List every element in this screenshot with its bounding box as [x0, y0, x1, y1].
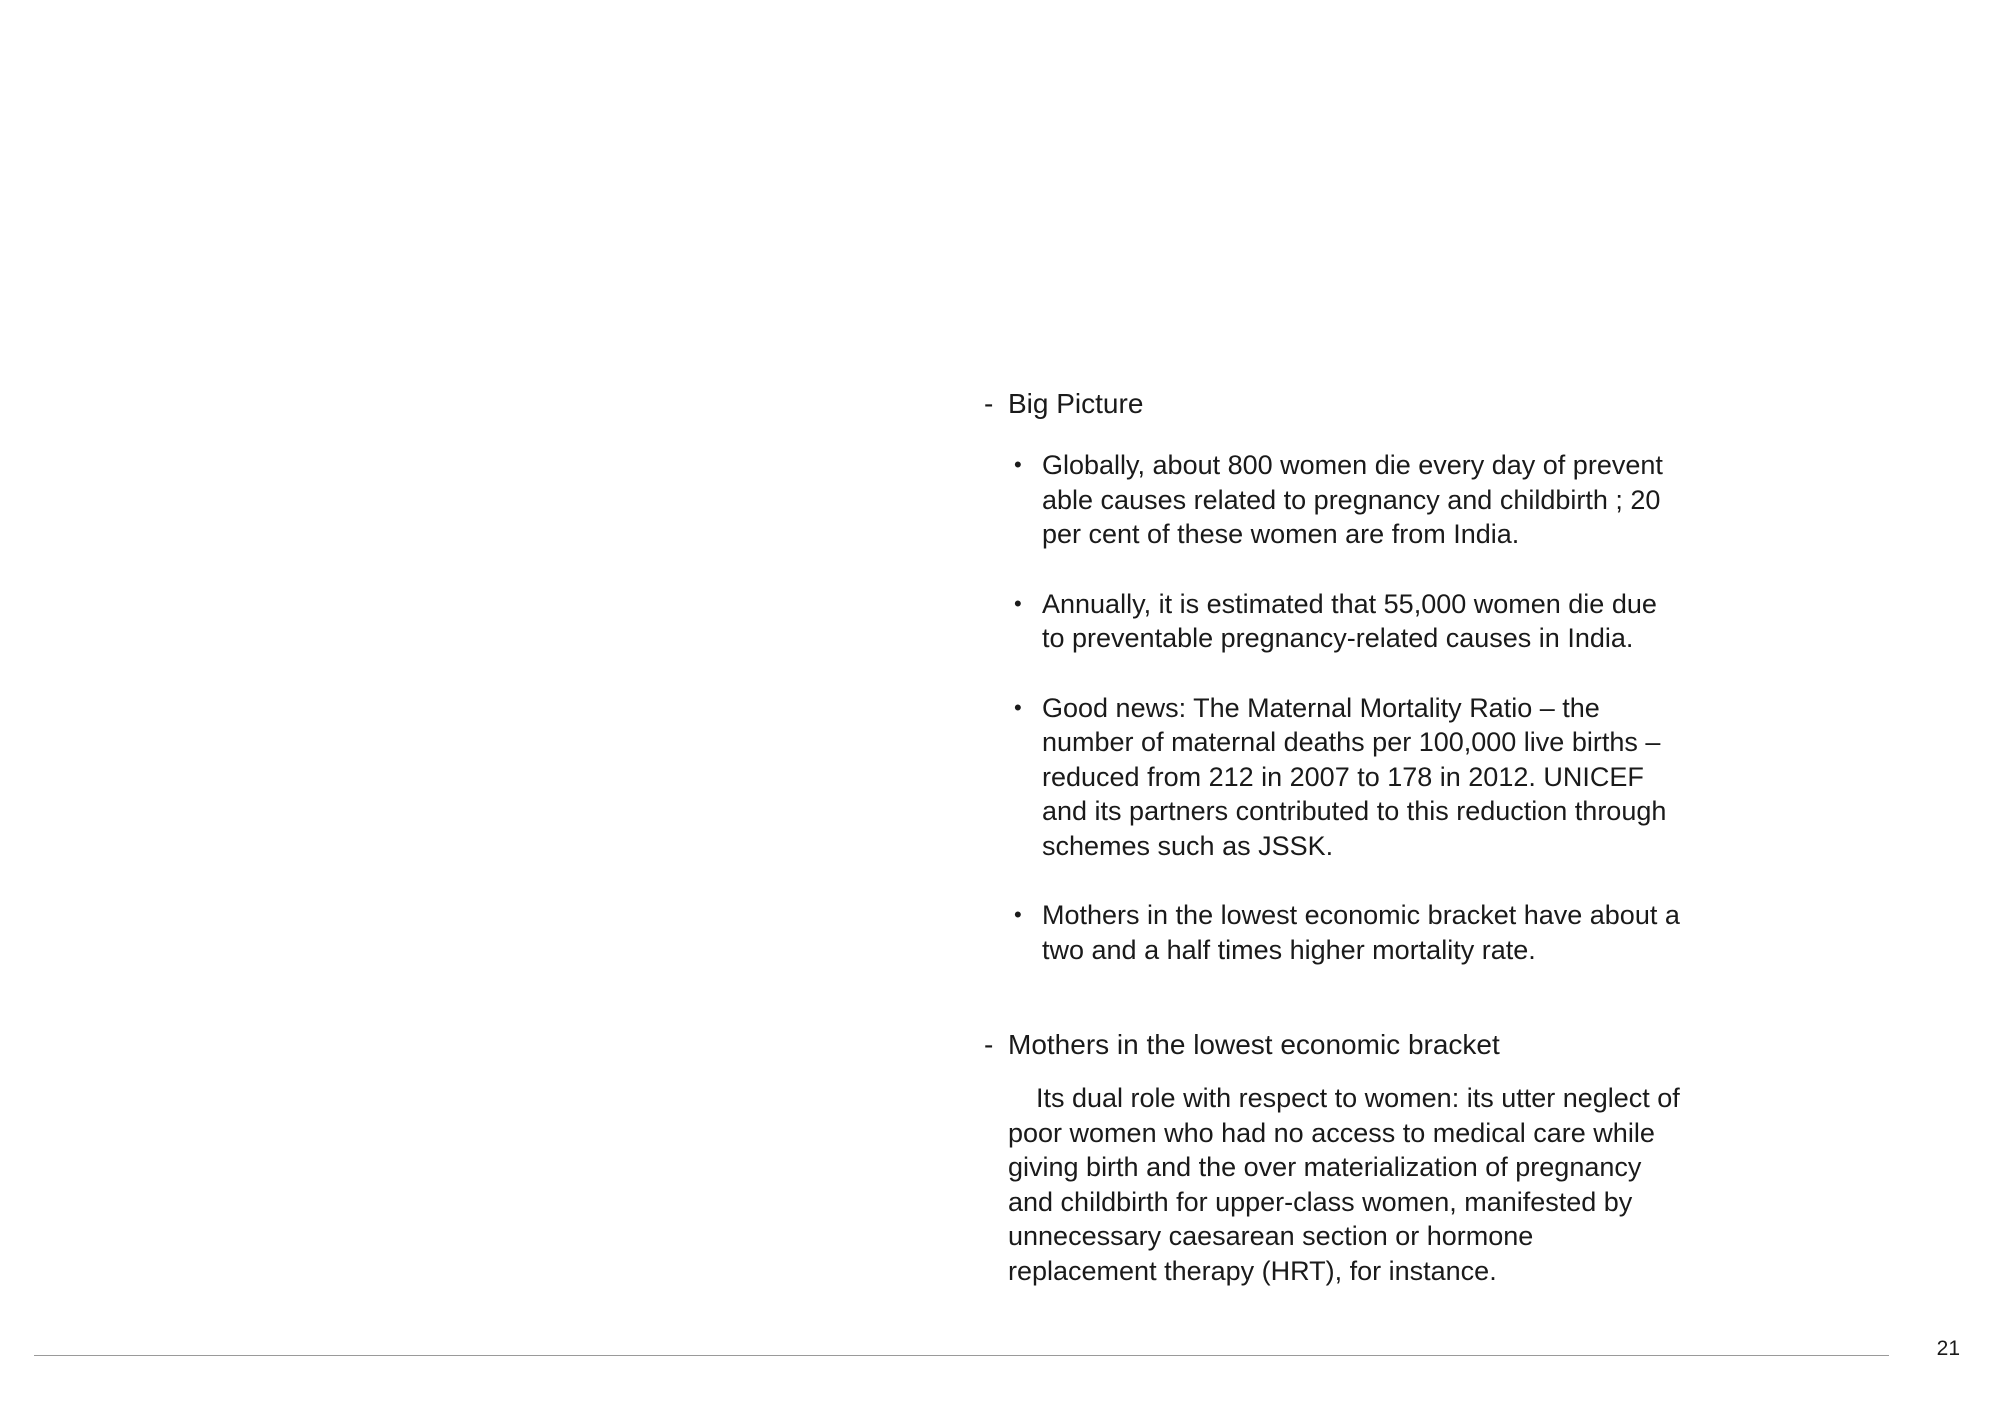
- dash-marker: -: [984, 388, 994, 419]
- page-number: 21: [1936, 1337, 1960, 1360]
- page-content: [984, 386, 1684, 1288]
- section-paragraph: Its dual role with respect to women: its utter neglect of poor women who had no access to medical care while giving birth and the over materialization of pregnancy and childbirth for upper-class women, manifested by unnecessary caesarean section or hormone replacement therapy (HRT), for instance.: [1008, 1083, 1680, 1286]
- section-title: Big Picture: [1008, 388, 1144, 419]
- bullet-icon: •: [1014, 902, 1022, 927]
- section-heading: [984, 386, 1684, 422]
- bullet-icon: •: [1014, 452, 1022, 477]
- section-title: Mothers in the lowest economic bracket: [1008, 1029, 1500, 1060]
- bullet-text: Good news: The Maternal Mortality Ratio – the number of maternal deaths per 100,000 live births – reduced from 212 in 2007 to 178 in 2012. UNICEF and its partners contributed to this reduction through schemes such as JSSK.: [1042, 692, 1667, 861]
- bullet-text: Mothers in the lowest economic bracket have about a two and a half times higher mortality rate.: [1042, 900, 1680, 965]
- section-lowest-economic-bracket: [984, 1027, 1684, 1288]
- bullet-text: Globally, about 800 women die every day of prevent able causes related to pregnancy and childbirth ; 20 per cent of these women are from India.: [1042, 450, 1663, 549]
- bullet-text: Annually, it is estimated that 55,000 women die due to preventable pregnancy-related causes in India.: [1042, 588, 1657, 653]
- list-item: [1014, 898, 1684, 967]
- section-big-picture: [984, 386, 1684, 967]
- bullet-icon: •: [1014, 590, 1022, 616]
- bullet-icon: •: [1014, 694, 1022, 720]
- list-item: [1014, 448, 1684, 552]
- footer-divider: [34, 1355, 1889, 1356]
- section-heading: [984, 1027, 1684, 1063]
- list-item: [1014, 691, 1684, 864]
- bullet-list: [984, 448, 1684, 967]
- dash-marker: -: [984, 1029, 994, 1060]
- list-item: [1014, 587, 1684, 656]
